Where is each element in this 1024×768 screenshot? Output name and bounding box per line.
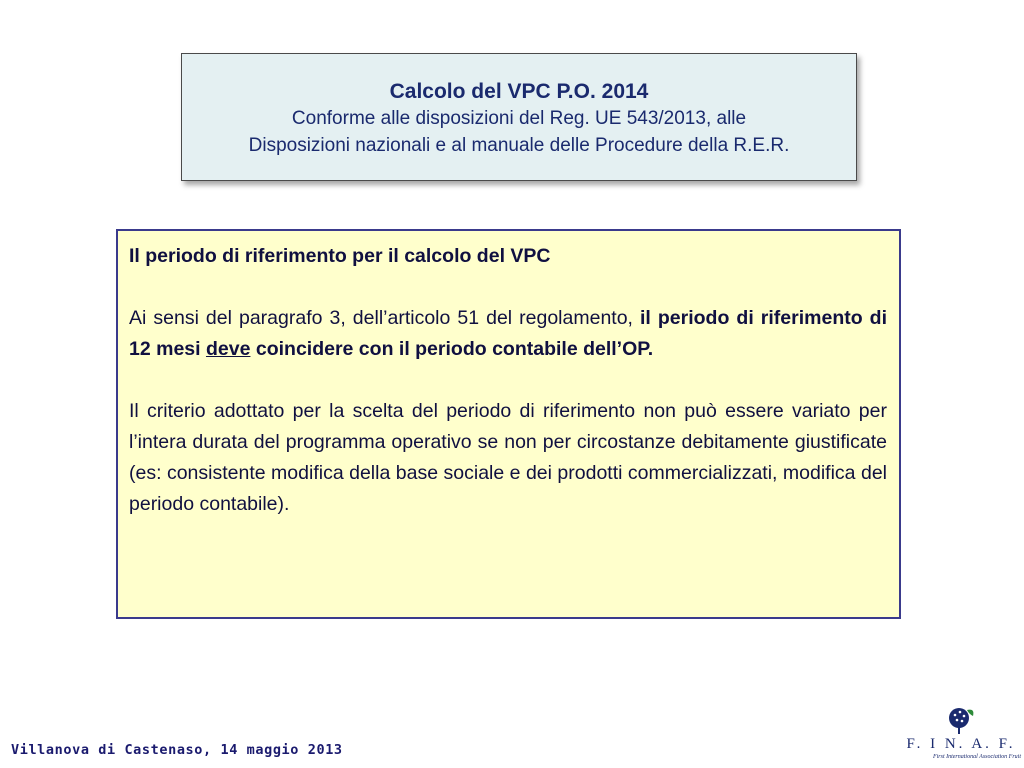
para1-bold-text-2: coincidere con il periodo contabile dell’OP. <box>250 338 654 360</box>
finaf-logo <box>895 706 1021 766</box>
para1-underlined-text: deve <box>205 338 251 360</box>
slide-subtitle-line1: Conforme alle disposizioni del Reg. UE 543/2013, alle <box>291 108 747 129</box>
para1-bold-text-1: il periodo di riferimento di 12 mesi <box>129 307 887 360</box>
content-box <box>116 229 901 619</box>
para1-normal-text: Ai sensi del paragrafo 3, dell’articolo 51 del regolamento, <box>129 307 641 329</box>
content-paragraph-2: Il criterio adottato per la scelta del periodo di riferimento non può essere variato per l’intera durata del programma operativo se non per circostanze debitamente giustificate (es: consistente modifica della base sociale e dei prodotti commercializzati, modifica del periodo contabile). <box>129 400 887 515</box>
slide-subtitle-line2: Disposizioni nazionali e al manuale delle Procedure della R.E.R. <box>248 135 790 156</box>
footer-location-date: Villanova di Castenaso, 14 maggio 2013 <box>11 742 343 758</box>
slide-title: Calcolo del VPC P.O. 2014 <box>389 80 649 103</box>
logo-name: F. I N. A. F. <box>906 736 1016 752</box>
content-heading: Il periodo di riferimento per il calcolo del VPC <box>129 245 551 267</box>
title-box <box>181 53 857 181</box>
logo-tagline: First International Association Fruit <box>932 754 1021 760</box>
content-paragraph-1 <box>129 303 887 365</box>
